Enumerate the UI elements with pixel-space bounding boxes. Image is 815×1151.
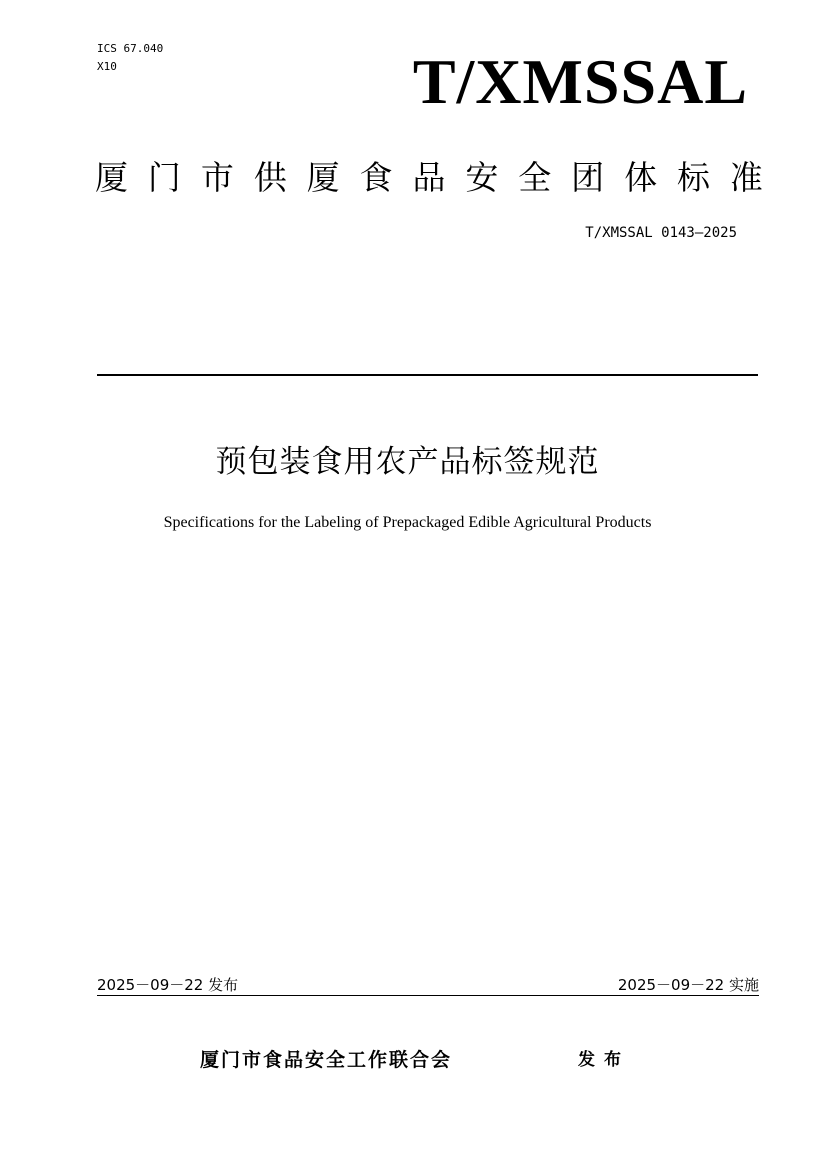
document-title-chinese: 预包装食用农产品标签规范 <box>215 444 600 480</box>
standard-type-char: 供 <box>253 158 287 197</box>
issue-date: 2025－09－22 发布 <box>97 976 239 994</box>
implementation-date: 2025－09－22 实施 <box>617 976 759 994</box>
standard-type-char: 准 <box>729 158 763 197</box>
ics-code: ICS 67.040 <box>97 42 164 55</box>
standard-type-char: 门 <box>147 158 181 197</box>
standard-type-char: 标 <box>676 158 710 197</box>
standard-type-char: 市 <box>200 158 234 197</box>
ccs-code: X10 <box>97 60 117 73</box>
standard-type-heading <box>95 155 763 201</box>
standard-type-char: 团 <box>571 158 605 197</box>
standard-type-char: 厦 <box>306 158 340 197</box>
standard-type-char: 全 <box>518 158 552 197</box>
standard-type-char: 品 <box>412 158 446 197</box>
standard-type-char: 厦 <box>95 158 128 197</box>
standard-type-char: 体 <box>624 158 658 197</box>
publish-label: 发布 <box>578 1050 630 1070</box>
header-divider <box>97 374 758 376</box>
document-title-english: Specifications for the Labeling of Prepackaged Edible Agricultural Products <box>163 514 652 531</box>
footer-divider <box>97 995 759 996</box>
standard-number: T/XMSSAL 0143—2025 <box>585 225 737 241</box>
organization-code: T/XMSSAL <box>412 46 748 117</box>
standard-type-char: 安 <box>465 158 499 197</box>
standard-type-char: 食 <box>359 158 393 197</box>
publisher-name: 厦门市食品安全工作联合会 <box>200 1049 453 1071</box>
